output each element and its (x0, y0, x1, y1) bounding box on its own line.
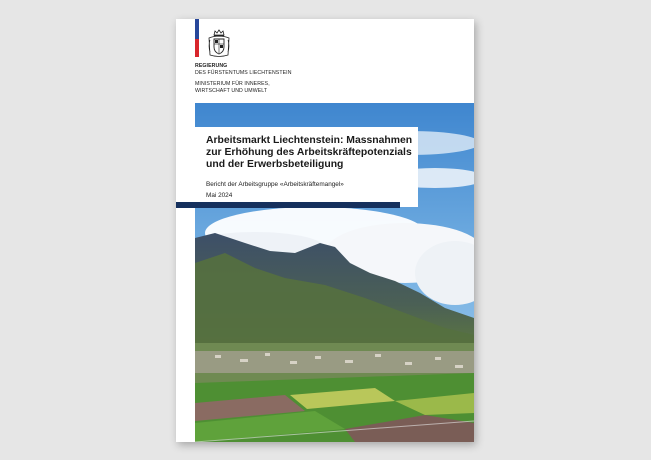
ministry-line-2: WIRTSCHAFT UND UMWELT (195, 87, 268, 94)
report-cover (176, 19, 474, 442)
report-date: Mai 2024 (206, 192, 233, 199)
ministry-name (195, 81, 270, 94)
ministry-line-1: MINISTERIUM FÜR INNERES, (195, 81, 270, 87)
organization-line-2: DES FÜRSTENTUMS LIECHTENSTEIN (195, 69, 292, 76)
flag-stripe-red (195, 39, 199, 57)
organization-name (195, 63, 292, 76)
report-title (206, 135, 416, 170)
report-subtitle: Bericht der Arbeitsgruppe «Arbeitskräftemangel» (206, 181, 344, 188)
title-box (195, 127, 418, 207)
title-line-1: Arbeitsmarkt Liechtenstein: Massnahmen (206, 135, 413, 146)
organization-line-1: REGIERUNG (195, 63, 228, 69)
accent-bar (176, 202, 400, 208)
title-line-3: und der Erwerbsbeteiligung (206, 158, 344, 170)
title-line-2: zur Erhöhung des Arbeitskräftepotenzials (206, 146, 412, 158)
flag-stripe-blue (195, 19, 199, 39)
coat-of-arms-icon (206, 28, 232, 58)
